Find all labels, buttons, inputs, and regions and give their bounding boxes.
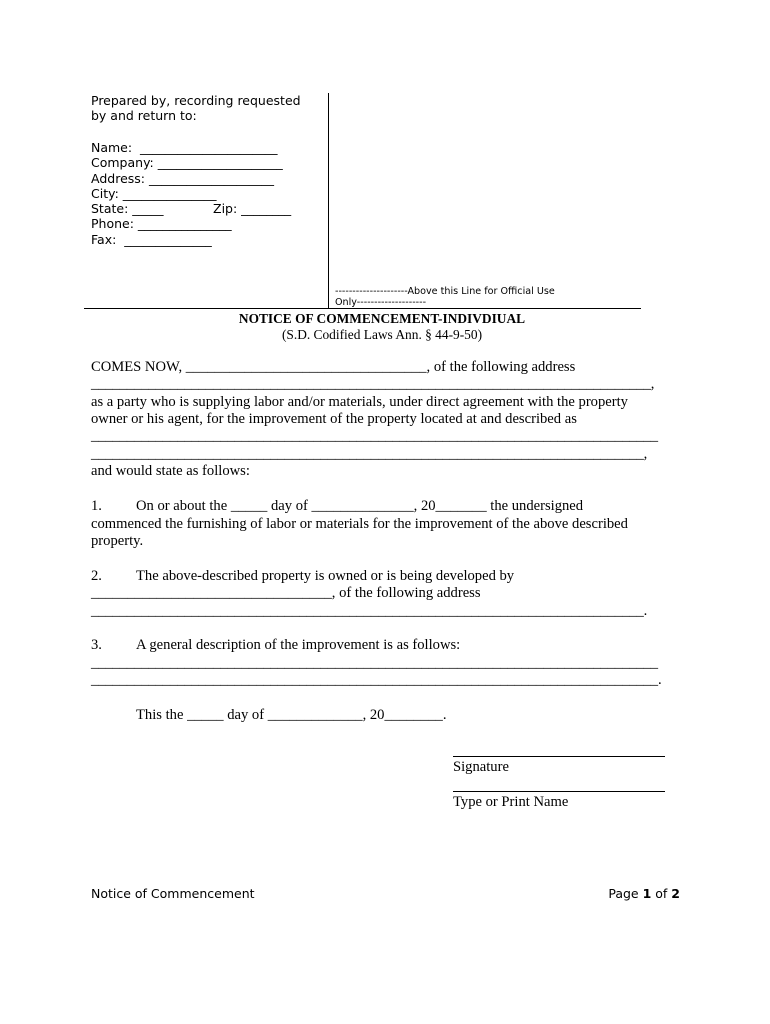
signature-label: Signature — [453, 759, 509, 775]
item-1-number: 1. — [91, 498, 102, 514]
dated-line: This the _____ day of _____________, 20________. — [136, 707, 447, 723]
fax-field: Fax: ______________ — [91, 232, 212, 247]
property-blank-line-1: _______________________________________________________________________________ — [91, 428, 658, 444]
item-3-line-2: _______________________________________________________________________________ — [91, 655, 658, 671]
document-subtitle: (S.D. Codified Laws Ann. § 44-9-50) — [281, 327, 483, 342]
item-3-line-1: A general description of the improvement is as follows: — [136, 637, 461, 653]
item-2-line-2: _________________________________, of the following address — [91, 585, 481, 601]
party-line-1: as a party who is supplying labor and/or materials, under direct agreement with the property — [91, 394, 628, 410]
official-use-line-1: ---------------------Above this Line for Official Use — [335, 286, 555, 297]
prepared-by-line-1: Prepared by, recording requested — [91, 93, 301, 108]
address-field: Address: ____________________ — [91, 171, 274, 186]
address-blank-line: ______________________________________________________________________________, — [91, 376, 655, 392]
print-name-label: Type or Print Name — [453, 794, 569, 810]
state-follows-line: and would state as follows: — [91, 463, 250, 479]
item-3-number: 3. — [91, 637, 102, 653]
footer-title: Notice of Commencement — [91, 886, 255, 901]
header-horizontal-divider — [84, 308, 641, 309]
prepared-by-line-2: by and return to: — [91, 108, 197, 123]
page-of: of — [651, 886, 672, 901]
signature-rule — [453, 756, 665, 757]
print-name-rule — [453, 791, 665, 792]
property-blank-line-2: _____________________________________________________________________________, — [91, 446, 648, 462]
company-field: Company: ____________________ — [91, 155, 283, 170]
zip-field: Zip: ________ — [213, 201, 292, 216]
page-prefix: Page — [608, 886, 643, 901]
item-1-line-3: property. — [91, 533, 144, 549]
document-title: NOTICE OF COMMENCEMENT-INDIVDIUAL — [238, 311, 526, 326]
header-vertical-divider — [328, 93, 329, 309]
phone-field: Phone: _______________ — [91, 216, 232, 231]
item-2-number: 2. — [91, 568, 102, 584]
item-1-line-2: commenced the furnishing of labor or materials for the improvement of the above described — [91, 516, 628, 532]
item-3-line-3: _______________________________________________________________________________. — [91, 672, 662, 688]
item-1-line-1: On or about the _____ day of ______________, 20_______ the undersigned — [136, 498, 584, 514]
item-2-line-1: The above-described property is owned or is being developed by — [136, 568, 515, 584]
city-field: City: _______________ — [91, 186, 217, 201]
state-field: State: _____ — [91, 201, 164, 216]
page-current: 1 — [642, 886, 652, 901]
page-total: 2 — [671, 886, 680, 901]
party-line-2: owner or his agent, for the improvement of the property located at and described as — [91, 411, 577, 427]
comes-now-line: COMES NOW, _________________________________, of the following address — [91, 359, 576, 375]
page-number — [608, 886, 680, 901]
name-field: Name: ______________________ — [91, 140, 278, 155]
item-2-line-3: _____________________________________________________________________________. — [91, 603, 648, 619]
official-use-line-2: Only-------------------- — [335, 297, 427, 308]
